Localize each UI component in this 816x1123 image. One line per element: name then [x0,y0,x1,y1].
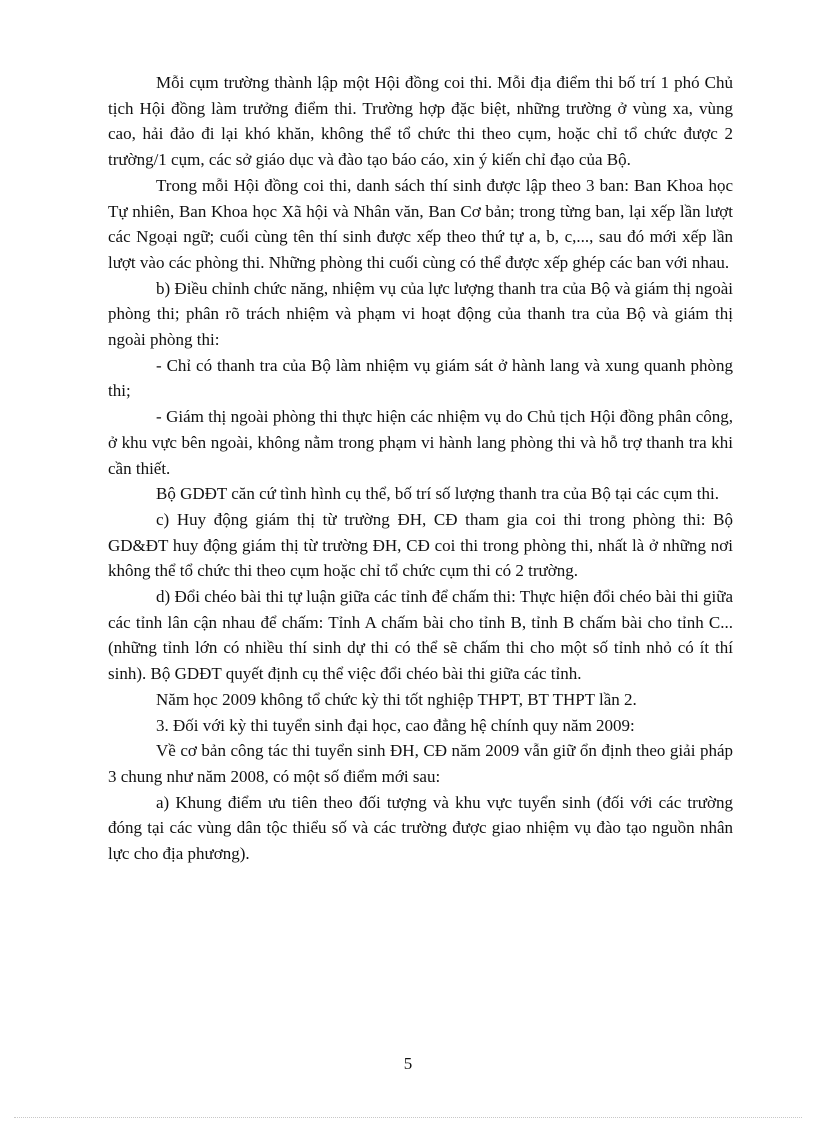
document-body [108,70,733,867]
page-number: 5 [403,1054,413,1073]
paragraph-candidate-list: Trong mỗi Hội đồng coi thi, danh sách thí sinh được lập theo 3 ban: Ban Khoa học Tự nhiên, Ban Khoa học Xã hội và Nhân văn, Ban Cơ bản; trong từng ban, lại xếp lần lượt các Ngoại ngữ; cuối cùng tên thí sinh được xếp theo thứ tự a, b, c,..., sau đó mới xếp lần lượt vào các phòng thi. Những phòng thi cuối cùng có thể được xếp ghép các ban với nhau. [108,175,733,272]
paragraph-outside-proctor-duty: - Giám thị ngoài phòng thi thực hiện các nhiệm vụ do Chủ tịch Hội đồng phân công, ở khu vực bên ngoài, không nằm trong phạm vi hành lang phòng thi và hỗ trợ thanh tra khi cần thiết. [108,407,733,478]
page-bottom-divider [14,1117,802,1118]
paragraph-priority-points: a) Khung điểm ưu tiên theo đối tượng và khu vực tuyển sinh (đối với các trường đóng tại các vùng dân tộc thiểu số và các trường được giao nhiệm vụ đào tạo nguồn nhân lực cho địa phương). [108,792,733,864]
paragraph-university-proctors: c) Huy động giám thị từ trường ĐH, CĐ tham gia coi thi trong phòng thi: Bộ GD&ĐT huy động giám thị từ trường ĐH, CĐ coi thi trong phòng thi, nhất là ở những nơi không thể tổ chức thi theo cụm hoặc chỉ tổ chức cụm thi có 2 trường. [108,509,733,581]
paragraph-section-3-heading: 3. Đối với kỳ thi tuyển sinh đại học, cao đẳng hệ chính quy năm 2009: [156,715,635,735]
paragraph-inspection-roles: b) Điều chỉnh chức năng, nhiệm vụ của lực lượng thanh tra của Bộ và giám thị ngoài phòng thi; phân rõ trách nhiệm và phạm vi hoạt động của thanh tra của Bộ và giám thị ngoài phòng thi: [108,278,733,350]
paragraph-inspector-duty: - Chỉ có thanh tra của Bộ làm nhiệm vụ giám sát ở hành lang và xung quanh phòng thi; [108,355,733,401]
paragraph-inspector-allocation: Bộ GDĐT căn cứ tình hình cụ thể, bố trí số lượng thanh tra của Bộ tại các cụm thi. [156,484,719,504]
paragraph-cross-grading: d) Đổi chéo bài thi tự luận giữa các tỉnh để chấm thi: Thực hiện đổi chéo bài thi giữa các tỉnh lân cận nhau để chấm: Tỉnh A chấm bài cho tỉnh B, tỉnh B chấm bài cho tỉnh C... (những tỉnh lớn có nhiều thí sinh dự thi có thể sẽ chấm thi cho một số tỉnh nhỏ có ít thí sinh). Bộ GDĐT quyết định cụ thể việc đổi chéo bài thi giữa các tỉnh. [108,587,733,684]
paragraph-no-second-exam: Năm học 2009 không tổ chức kỳ thi tốt nghiệp THPT, BT THPT lần 2. [156,689,637,709]
paragraph-admission-overview: Về cơ bản công tác thi tuyển sinh ĐH, CĐ năm 2009 vẫn giữ ổn định theo giải pháp 3 chung như năm 2008, có một số điểm mới sau: [108,741,733,786]
paragraph-cluster-council: Mỗi cụm trường thành lập một Hội đồng coi thi. Mỗi địa điểm thi bố trí 1 phó Chủ tịch Hội đồng làm trưởng điểm thi. Trường hợp đặc biệt, những trường ở vùng xa, vùng cao, hải đảo đi lại khó khăn, không thể tổ chức thi theo cụm, hoặc chỉ tổ chức được 2 trường/1 cụm, các sở giáo dục và đào tạo báo cáo, xin ý kiến chỉ đạo của Bộ. [108,73,733,170]
